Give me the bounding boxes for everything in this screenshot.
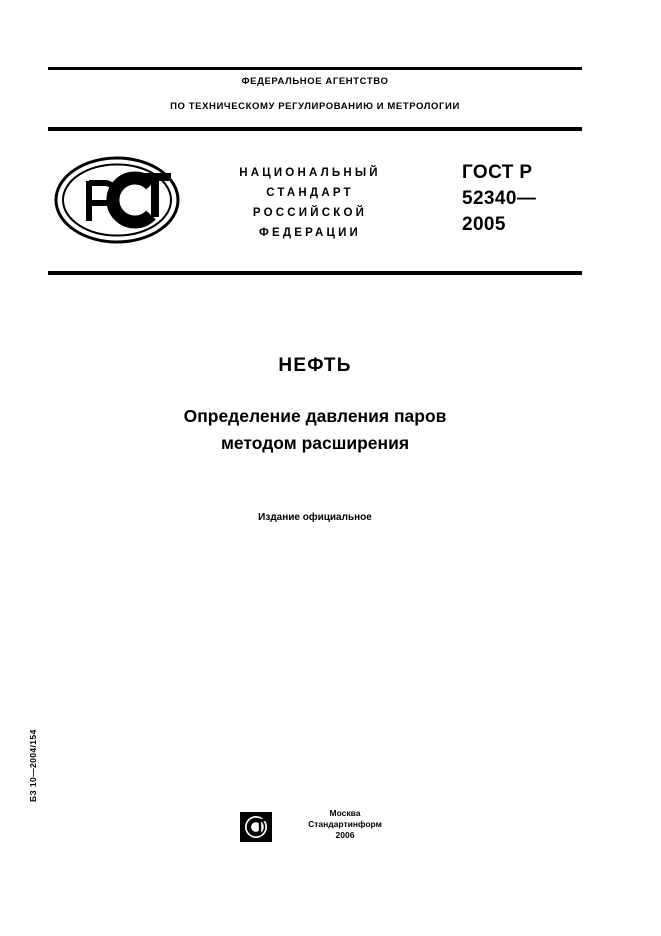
- page-subtitle-line-2: методом расширения: [220, 433, 410, 453]
- publisher-text: [280, 808, 410, 841]
- gost-r-emblem-icon: [53, 155, 181, 245]
- national-standard-line-3: РОССИЙСКОЙ: [252, 207, 368, 219]
- header-top-rule: [48, 67, 582, 70]
- header-middle-rule: [48, 127, 582, 131]
- header-bottom-rule: [48, 271, 582, 275]
- publisher-year: 2006: [335, 830, 355, 840]
- national-standard-line-4: ФЕДЕРАЦИИ: [258, 227, 362, 239]
- publisher-block: [240, 806, 430, 852]
- publisher-city: Москва: [329, 808, 361, 818]
- standard-designation-line-3: 2005: [462, 214, 506, 235]
- official-edition-note: Издание официальное: [258, 512, 372, 523]
- page-subtitle: [98, 403, 532, 457]
- national-standard-heading: [185, 163, 435, 243]
- publisher-name: Стандартинформ: [308, 819, 382, 829]
- standartinform-logo-icon: [240, 812, 272, 842]
- side-registration-code: БЗ 10—2004/154: [28, 729, 38, 802]
- page-subtitle-line-1: Определение давления паров: [183, 406, 447, 426]
- standard-designation-line-1: ГОСТ Р: [462, 162, 533, 183]
- page-title: НЕФТЬ: [278, 355, 352, 376]
- national-standard-line-2: СТАНДАРТ: [266, 187, 354, 199]
- agency-line-1: ФЕДЕРАЛЬНОЕ АГЕНТСТВО: [241, 76, 389, 87]
- standard-designation: [462, 160, 652, 238]
- agency-line-2: ПО ТЕХНИЧЕСКОМУ РЕГУЛИРОВАНИЮ И МЕТРОЛОГИИ: [170, 101, 460, 112]
- national-standard-line-1: НАЦИОНАЛЬНЫЙ: [239, 167, 381, 179]
- standard-designation-line-2: 52340—: [462, 188, 537, 209]
